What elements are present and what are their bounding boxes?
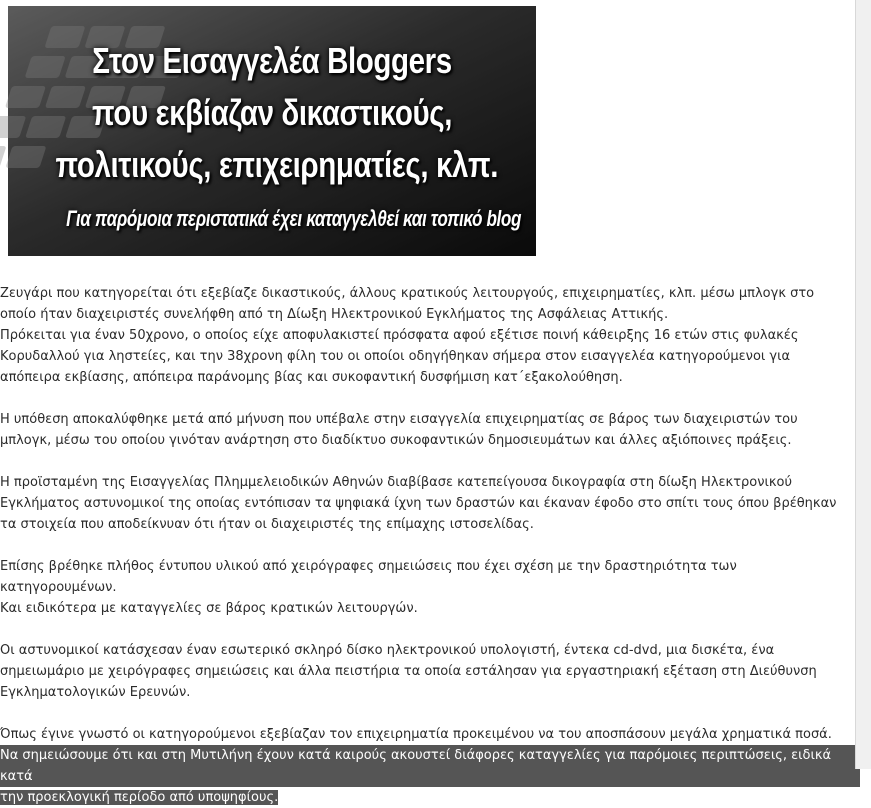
article-body (0, 283, 852, 808)
article-paragraph: Οι αστυνομικοί κατάσχεσαν έναν εσωτερικό σκληρό δίσκο ηλεκτρονικού υπολογιστή, έντεκα cd-dvd, μια δισκέτα, ένα σημειωμάριο με χειρόγραφες σημειώσεις και άλλα πειστήρια τα οποία εστάλησαν για εργαστηριακή εξέταση στη Διεύθυνση Εγκληματολογικών Ερευνών. (0, 643, 817, 700)
banner-subheadline: Για παρόμοια περιστατικά έχει καταγγελθεί και τοπικό blog (66, 206, 522, 231)
article-banner-image (8, 6, 536, 256)
paragraph-text: Επίσης βρέθηκε πλήθος έντυπου υλικού από χειρόγραφες σημειώσεις που έχει σχέση με την δραστηριότητα των κατηγορουμένων. (0, 559, 737, 595)
article-paragraph (0, 724, 852, 808)
article-paragraph (0, 283, 852, 388)
banner-headline-line-3: πολιτικούς, επιχειρηματίες, κλπ. (55, 144, 498, 185)
paragraph-text: Όπως έγινε γνωστό οι κατηγορούμενοι εξεβίαζαν τον επιχειρηματία προκειμένου να του αποσπάσουν μεγάλα χρηματικά ποσά. (0, 727, 832, 742)
banner-headline-line-1: Στον Εισαγγελέα Bloggers (92, 40, 452, 81)
article-paragraph: Η προϊσταμένη της Εισαγγελίας Πλημμελειοδικών Αθηνών διαβίβασε κατεπείγουσα δικογραφία στη δίωξη Ηλεκτρονικού Εγκλήματος αστυνομικοί της οποίας εντόπισαν τα ψηφιακά ίχνη των δραστών και έκαναν έφοδο στο σπίτι τους όπου βρέθηκαν τα στοιχεία που αποδείκνυαν ότι ήταν οι διαχειριστές της επίμαχης ιστοσελίδας. (0, 475, 837, 532)
vertical-scrollbar[interactable] (855, 0, 871, 769)
selected-text[interactable]: Να σημειώσουμε ότι και στη Μυτιλήνη έχουν κατά καιρούς ακουστεί διάφορες καταγγελίες για παρόμοιες περιπτώσεις, ειδικά κατά (0, 745, 860, 787)
selected-text[interactable]: την προεκλογική περίοδο από υποψηφίους. (0, 790, 279, 805)
banner-headline-line-2: που εκβίαζαν δικαστικούς, (91, 92, 453, 133)
paragraph-text: Ζευγάρι που κατηγορείται ότι εξεβίαζε δικαστικούς, άλλους κρατικούς λειτουργούς, επιχειρηματίες, κλπ. μέσω μπλογκ στο οποίο ήταν διαχειριστές συνελήφθη από τη Δίωξη Ηλεκτρονικού Εγκλήματος της Ασφάλειας Αττικής. (0, 286, 815, 322)
article-paragraph (0, 556, 852, 619)
paragraph-text: Πρόκειται για έναν 50χρονο, ο οποίος είχε αποφυλακιστεί πρόσφατα αφού εξέτισε ποινή κάθειρξης 16 ετών στις φυλακές Κορυδαλλού για ληστείες, και την 38χρονη φίλη του οι οποίοι οδηγήθηκαν σήμερα στον εισαγγελέα κατηγορούμενοι για απόπειρα εκβίασης, απόπειρα παράνομης βίας και συκοφαντική δυσφήμιση κατ΄εξακολούθηση. (0, 328, 799, 385)
article-paragraph: Η υπόθεση αποκαλύφθηκε μετά από μήνυση που υπέβαλε στην εισαγγελία επιχειρηματίας σε βάρος των διαχειριστών του μπλογκ, μέσω του οποίου γινόταν ανάρτηση στο διαδίκτυο συκοφαντικών δημοσιευμάτων και άλλες αξιόποινες πράξεις. (0, 412, 798, 448)
paragraph-text: Και ειδικότερα με καταγγελίες σε βάρος κρατικών λειτουργών. (0, 601, 418, 616)
